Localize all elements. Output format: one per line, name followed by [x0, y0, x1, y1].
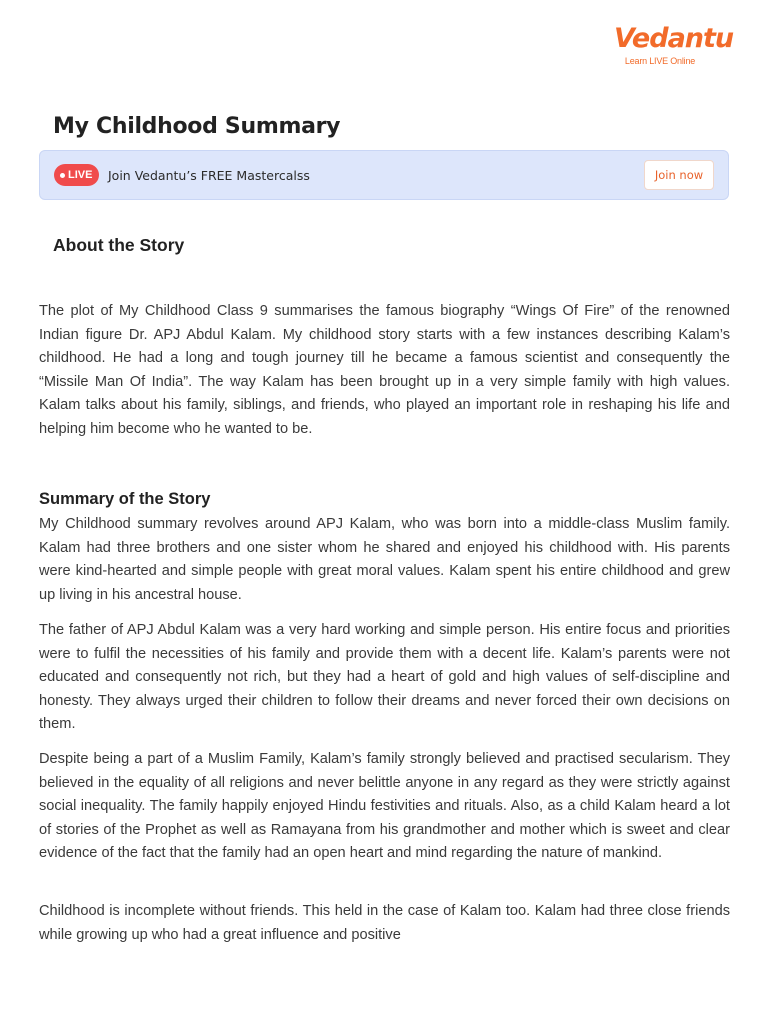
- logo-wordmark: Vedantu: [614, 23, 734, 54]
- about-heading: About the Story: [53, 235, 185, 255]
- live-dot-icon: [60, 173, 65, 178]
- summary-paragraph-2: The father of APJ Abdul Kalam was a very hard working and simple person. His entire focus and priorities were to fulfil the necessities of his family and provide them with a decent life. Kalam’s parents were not educated and consequently not rich, but they had a heart of gold and high values of self-discipline and honesty. They always urged their children to follow their dreams and never forced their own decisions on them.: [39, 622, 730, 732]
- live-badge-label: LIVE: [68, 169, 93, 181]
- summary-heading: Summary of the Story: [39, 490, 211, 508]
- about-paragraph: The plot of My Childhood Class 9 summarises the famous biography “Wings Of Fire” of the renowned Indian figure Dr. APJ Abdul Kalam. My childhood story starts with a few instances describing Kalam’s childhood. He had a long and tough journey till he became a famous scientist and consequently the “Missile Man Of India”. The way Kalam has been brought up in a very simple family with high values. Kalam talks about his family, siblings, and friends, who played an important role in reshaping his life and helping him become who he wanted to be.: [39, 303, 730, 437]
- join-now-button[interactable]: Join now: [644, 160, 714, 190]
- vedantu-logo[interactable]: [614, 23, 734, 66]
- banner-text: Join Vedantu’s FREE Mastercalss: [108, 168, 310, 183]
- masterclass-banner: [39, 150, 729, 200]
- summary-paragraph-3: Despite being a part of a Muslim Family, Kalam’s family strongly believed and practised secularism. They believed in the equality of all religions and never belittle anyone in any regard as they were strictly against social inequality. The family happily enjoyed Hindu festivities and rituals. Also, as a child Kalam heard a lot of stories of the Prophet as well as Ramayana from his grandmother and mother which is sweet and clear evidence of the fact that the family had an open heart and mind regarding the nature of mankind.: [39, 751, 730, 861]
- summary-paragraph-4: Childhood is incomplete without friends. This held in the case of Kalam too. Kalam had three close friends while growing up who had a great influence and positive: [39, 903, 730, 943]
- page-title: My Childhood Summary: [53, 114, 341, 139]
- live-badge: [54, 164, 99, 186]
- summary-paragraph-1: My Childhood summary revolves around APJ Kalam, who was born into a middle-class Muslim family. Kalam had three brothers and one sister whom he shared and enjoyed his childhood with. His parents were kind-hearted and simple people with great moral values. Kalam spent his entire childhood and grew up living in his ancestral house.: [39, 516, 730, 603]
- logo-tagline: Learn LIVE Online: [624, 56, 696, 66]
